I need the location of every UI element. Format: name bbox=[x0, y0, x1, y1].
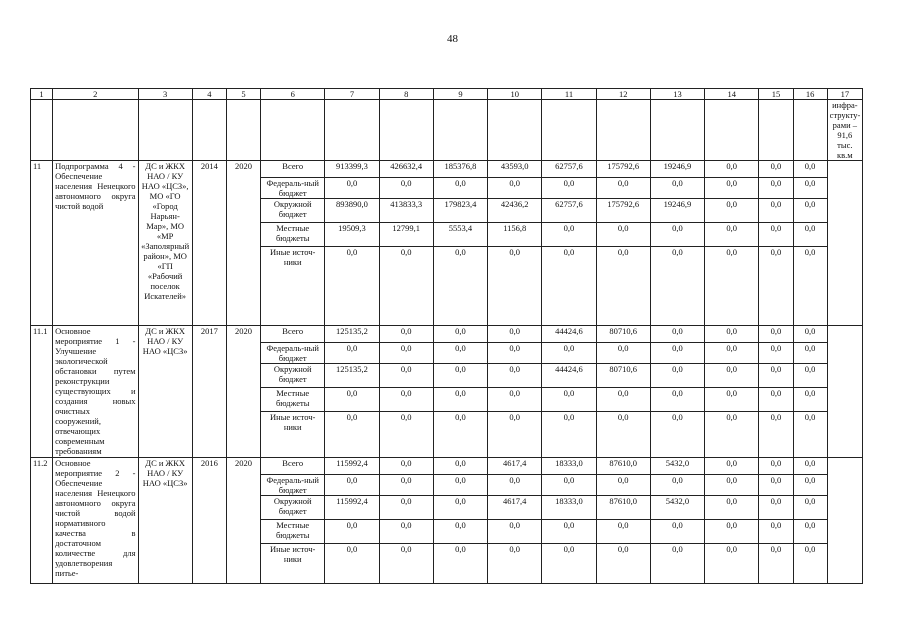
column-number: 7 bbox=[325, 89, 379, 100]
amount-cell: 0,0 bbox=[596, 412, 650, 458]
amount-cell: 0,0 bbox=[650, 520, 704, 544]
amount-cell: 0,0 bbox=[705, 247, 759, 326]
amount-cell: 0,0 bbox=[705, 326, 759, 343]
amount-cell: 0,0 bbox=[793, 199, 827, 223]
amount-cell: 0,0 bbox=[705, 496, 759, 520]
empty-cell bbox=[31, 100, 53, 161]
amount-cell: 44424,6 bbox=[542, 326, 596, 343]
amount-cell: 5432,0 bbox=[650, 496, 704, 520]
amount-cell: 426632,4 bbox=[379, 161, 433, 178]
program-name: Основное мероприятие 1 - Улучшение экологической обстановки путем реконструкции существующих и создания новых очистных сооружений, отвечающих современным требованиям bbox=[53, 326, 138, 458]
amount-cell: 175792,6 bbox=[596, 199, 650, 223]
funding-source: Местные бюджеты bbox=[261, 223, 325, 247]
amount-cell: 0,0 bbox=[379, 247, 433, 326]
amount-cell: 0,0 bbox=[379, 475, 433, 496]
empty-cell bbox=[138, 100, 192, 161]
item-number: 11.2 bbox=[31, 458, 53, 584]
amount-cell: 0,0 bbox=[793, 364, 827, 388]
amount-cell: 0,0 bbox=[650, 223, 704, 247]
empty-cell bbox=[379, 100, 433, 161]
column-number: 8 bbox=[379, 89, 433, 100]
table-row bbox=[31, 326, 863, 343]
amount-cell: 0,0 bbox=[542, 223, 596, 247]
amount-cell: 0,0 bbox=[793, 326, 827, 343]
amount-cell: 0,0 bbox=[542, 520, 596, 544]
table-row bbox=[31, 161, 863, 178]
amount-cell: 0,0 bbox=[433, 458, 487, 475]
amount-cell: 0,0 bbox=[759, 178, 793, 199]
amount-cell: 0,0 bbox=[596, 247, 650, 326]
start-year: 2017 bbox=[192, 326, 226, 458]
empty-cell bbox=[325, 100, 379, 161]
amount-cell: 0,0 bbox=[325, 520, 379, 544]
amount-cell: 0,0 bbox=[705, 364, 759, 388]
funding-source: Федераль-ный бюджет bbox=[261, 178, 325, 199]
empty-cell bbox=[650, 100, 704, 161]
amount-cell: 0,0 bbox=[379, 496, 433, 520]
amount-cell: 1156,8 bbox=[488, 223, 542, 247]
amount-cell: 0,0 bbox=[379, 544, 433, 584]
amount-cell: 0,0 bbox=[650, 343, 704, 364]
amount-cell: 18333,0 bbox=[542, 458, 596, 475]
column-number: 12 bbox=[596, 89, 650, 100]
table-row bbox=[31, 458, 863, 475]
amount-cell: 0,0 bbox=[433, 364, 487, 388]
amount-cell: 18333,0 bbox=[542, 496, 596, 520]
amount-cell: 0,0 bbox=[325, 178, 379, 199]
funding-source: Федераль-ный бюджет bbox=[261, 475, 325, 496]
amount-cell: 0,0 bbox=[705, 343, 759, 364]
amount-cell: 0,0 bbox=[793, 247, 827, 326]
column-number: 6 bbox=[261, 89, 325, 100]
amount-cell: 0,0 bbox=[650, 326, 704, 343]
amount-cell: 0,0 bbox=[650, 475, 704, 496]
amount-cell: 0,0 bbox=[325, 544, 379, 584]
amount-cell: 80710,6 bbox=[596, 326, 650, 343]
program-name: Подпрограмма 4 - Обеспечение населения Ненецкого автономного округа чистой водой bbox=[53, 161, 138, 326]
empty-cell bbox=[192, 100, 226, 161]
amount-cell: 0,0 bbox=[379, 412, 433, 458]
amount-cell: 0,0 bbox=[433, 343, 487, 364]
empty-cell bbox=[433, 100, 487, 161]
amount-cell: 0,0 bbox=[650, 247, 704, 326]
table-body bbox=[31, 89, 863, 584]
amount-cell: 80710,6 bbox=[596, 364, 650, 388]
amount-cell: 5553,4 bbox=[433, 223, 487, 247]
amount-cell: 19246,9 bbox=[650, 161, 704, 178]
end-year: 2020 bbox=[226, 161, 260, 326]
amount-cell: 0,0 bbox=[433, 412, 487, 458]
column-number: 16 bbox=[793, 89, 827, 100]
amount-cell: 0,0 bbox=[650, 544, 704, 584]
amount-cell: 0,0 bbox=[433, 475, 487, 496]
amount-cell: 893890,0 bbox=[325, 199, 379, 223]
amount-cell: 4617,4 bbox=[488, 496, 542, 520]
amount-cell: 0,0 bbox=[379, 343, 433, 364]
funding-source: Местные бюджеты bbox=[261, 520, 325, 544]
amount-cell: 179823,4 bbox=[433, 199, 487, 223]
empty-cell bbox=[261, 100, 325, 161]
amount-cell: 19246,9 bbox=[650, 199, 704, 223]
amount-cell: 0,0 bbox=[433, 178, 487, 199]
amount-cell: 0,0 bbox=[650, 412, 704, 458]
amount-cell: 913399,3 bbox=[325, 161, 379, 178]
amount-cell: 0,0 bbox=[793, 388, 827, 412]
amount-cell: 0,0 bbox=[488, 364, 542, 388]
funding-source: Окружной бюджет bbox=[261, 496, 325, 520]
indicator-cell bbox=[827, 161, 862, 326]
amount-cell: 0,0 bbox=[759, 475, 793, 496]
amount-cell: 42436,2 bbox=[488, 199, 542, 223]
start-year: 2014 bbox=[192, 161, 226, 326]
amount-cell: 115992,4 bbox=[325, 496, 379, 520]
amount-cell: 0,0 bbox=[705, 178, 759, 199]
amount-cell: 0,0 bbox=[759, 223, 793, 247]
amount-cell: 0,0 bbox=[596, 178, 650, 199]
amount-cell: 0,0 bbox=[433, 247, 487, 326]
amount-cell: 0,0 bbox=[793, 544, 827, 584]
executor: ДС и ЖКХ НАО / КУ НАО «ЦСЗ», МО «ГО «Город Нарьян-Мар», МО «МР «Заполярный район», МО «ГП «Рабочий поселок Искателей» bbox=[138, 161, 192, 326]
amount-cell: 0,0 bbox=[793, 223, 827, 247]
amount-cell: 0,0 bbox=[488, 343, 542, 364]
end-year: 2020 bbox=[226, 326, 260, 458]
amount-cell: 0,0 bbox=[596, 520, 650, 544]
amount-cell: 0,0 bbox=[759, 247, 793, 326]
amount-cell: 0,0 bbox=[542, 412, 596, 458]
amount-cell: 115992,4 bbox=[325, 458, 379, 475]
amount-cell: 0,0 bbox=[759, 458, 793, 475]
amount-cell: 0,0 bbox=[759, 544, 793, 584]
empty-cell bbox=[226, 100, 260, 161]
amount-cell: 0,0 bbox=[379, 388, 433, 412]
column-number: 13 bbox=[650, 89, 704, 100]
column-number: 2 bbox=[53, 89, 138, 100]
amount-cell: 0,0 bbox=[759, 199, 793, 223]
amount-cell: 0,0 bbox=[596, 223, 650, 247]
empty-cell bbox=[53, 100, 138, 161]
amount-cell: 43593,0 bbox=[488, 161, 542, 178]
carry-over-row bbox=[31, 100, 863, 161]
column-number: 5 bbox=[226, 89, 260, 100]
funding-source: Всего bbox=[261, 458, 325, 475]
end-year: 2020 bbox=[226, 458, 260, 584]
amount-cell: 0,0 bbox=[433, 520, 487, 544]
amount-cell: 62757,6 bbox=[542, 199, 596, 223]
amount-cell: 5432,0 bbox=[650, 458, 704, 475]
amount-cell: 4617,4 bbox=[488, 458, 542, 475]
amount-cell: 0,0 bbox=[379, 458, 433, 475]
funding-source: Окружной бюджет bbox=[261, 199, 325, 223]
funding-source: Окружной бюджет bbox=[261, 364, 325, 388]
amount-cell: 0,0 bbox=[542, 343, 596, 364]
amount-cell: 0,0 bbox=[705, 520, 759, 544]
amount-cell: 0,0 bbox=[650, 178, 704, 199]
amount-cell: 0,0 bbox=[325, 343, 379, 364]
empty-cell bbox=[488, 100, 542, 161]
amount-cell: 0,0 bbox=[793, 520, 827, 544]
amount-cell: 0,0 bbox=[379, 326, 433, 343]
amount-cell: 0,0 bbox=[759, 520, 793, 544]
amount-cell: 0,0 bbox=[542, 178, 596, 199]
column-number: 14 bbox=[705, 89, 759, 100]
amount-cell: 0,0 bbox=[379, 520, 433, 544]
amount-cell: 0,0 bbox=[542, 388, 596, 412]
amount-cell: 0,0 bbox=[705, 388, 759, 412]
amount-cell: 0,0 bbox=[759, 412, 793, 458]
executor: ДС и ЖКХ НАО / КУ НАО «ЦСЗ» bbox=[138, 326, 192, 458]
indicator-cell bbox=[827, 458, 862, 584]
indicator-text: инфра-структу-рами – 91,6 тыс. кв.м bbox=[827, 100, 862, 161]
amount-cell: 0,0 bbox=[759, 326, 793, 343]
amount-cell: 0,0 bbox=[793, 412, 827, 458]
amount-cell: 0,0 bbox=[379, 178, 433, 199]
column-number: 9 bbox=[433, 89, 487, 100]
amount-cell: 0,0 bbox=[705, 475, 759, 496]
column-number: 10 bbox=[488, 89, 542, 100]
amount-cell: 0,0 bbox=[488, 388, 542, 412]
amount-cell: 0,0 bbox=[488, 544, 542, 584]
page-number: 48 bbox=[447, 33, 458, 45]
amount-cell: 0,0 bbox=[488, 326, 542, 343]
amount-cell: 0,0 bbox=[705, 458, 759, 475]
amount-cell: 0,0 bbox=[596, 475, 650, 496]
amount-cell: 0,0 bbox=[488, 247, 542, 326]
amount-cell: 175792,6 bbox=[596, 161, 650, 178]
amount-cell: 0,0 bbox=[433, 388, 487, 412]
funding-source: Иные источ-ники bbox=[261, 544, 325, 584]
amount-cell: 44424,6 bbox=[542, 364, 596, 388]
amount-cell: 0,0 bbox=[793, 475, 827, 496]
column-number: 1 bbox=[31, 89, 53, 100]
amount-cell: 0,0 bbox=[325, 388, 379, 412]
item-number: 11 bbox=[31, 161, 53, 326]
amount-cell: 0,0 bbox=[759, 161, 793, 178]
amount-cell: 0,0 bbox=[542, 475, 596, 496]
amount-cell: 0,0 bbox=[596, 388, 650, 412]
column-number: 11 bbox=[542, 89, 596, 100]
amount-cell: 0,0 bbox=[650, 388, 704, 412]
amount-cell: 185376,8 bbox=[433, 161, 487, 178]
budget-table bbox=[30, 88, 863, 584]
amount-cell: 125135,2 bbox=[325, 364, 379, 388]
amount-cell: 0,0 bbox=[488, 520, 542, 544]
funding-source: Иные источ-ники bbox=[261, 247, 325, 326]
amount-cell: 87610,0 bbox=[596, 458, 650, 475]
amount-cell: 62757,6 bbox=[542, 161, 596, 178]
amount-cell: 0,0 bbox=[433, 496, 487, 520]
funding-source: Иные источ-ники bbox=[261, 412, 325, 458]
amount-cell: 0,0 bbox=[433, 544, 487, 584]
empty-cell bbox=[596, 100, 650, 161]
amount-cell: 0,0 bbox=[488, 475, 542, 496]
amount-cell: 0,0 bbox=[705, 544, 759, 584]
empty-cell bbox=[793, 100, 827, 161]
amount-cell: 0,0 bbox=[705, 161, 759, 178]
funding-source: Всего bbox=[261, 161, 325, 178]
amount-cell: 413833,3 bbox=[379, 199, 433, 223]
funding-source: Местные бюджеты bbox=[261, 388, 325, 412]
amount-cell: 0,0 bbox=[488, 412, 542, 458]
start-year: 2016 bbox=[192, 458, 226, 584]
amount-cell: 0,0 bbox=[793, 178, 827, 199]
amount-cell: 0,0 bbox=[325, 475, 379, 496]
amount-cell: 0,0 bbox=[325, 247, 379, 326]
amount-cell: 0,0 bbox=[488, 178, 542, 199]
amount-cell: 0,0 bbox=[793, 343, 827, 364]
amount-cell: 0,0 bbox=[379, 364, 433, 388]
amount-cell: 0,0 bbox=[759, 343, 793, 364]
amount-cell: 0,0 bbox=[759, 388, 793, 412]
amount-cell: 0,0 bbox=[325, 412, 379, 458]
amount-cell: 0,0 bbox=[705, 412, 759, 458]
amount-cell: 87610,0 bbox=[596, 496, 650, 520]
amount-cell: 0,0 bbox=[793, 496, 827, 520]
program-name: Основное мероприятие 2 - Обеспечение населения Ненецкого автономного округа чистой водой нормативного качества в достаточном количестве для удовлетворения питье- bbox=[53, 458, 138, 584]
amount-cell: 0,0 bbox=[793, 161, 827, 178]
amount-cell: 0,0 bbox=[705, 223, 759, 247]
amount-cell: 0,0 bbox=[596, 343, 650, 364]
funding-source: Всего bbox=[261, 326, 325, 343]
column-number: 4 bbox=[192, 89, 226, 100]
column-number: 17 bbox=[827, 89, 862, 100]
column-number: 15 bbox=[759, 89, 793, 100]
empty-cell bbox=[705, 100, 759, 161]
amount-cell: 125135,2 bbox=[325, 326, 379, 343]
amount-cell: 0,0 bbox=[705, 199, 759, 223]
amount-cell: 0,0 bbox=[433, 326, 487, 343]
amount-cell: 0,0 bbox=[542, 544, 596, 584]
amount-cell: 0,0 bbox=[650, 364, 704, 388]
amount-cell: 19509,3 bbox=[325, 223, 379, 247]
column-number-row bbox=[31, 89, 863, 100]
executor: ДС и ЖКХ НАО / КУ НАО «ЦСЗ» bbox=[138, 458, 192, 584]
empty-cell bbox=[542, 100, 596, 161]
amount-cell: 0,0 bbox=[759, 364, 793, 388]
item-number: 11.1 bbox=[31, 326, 53, 458]
amount-cell: 0,0 bbox=[759, 496, 793, 520]
column-number: 3 bbox=[138, 89, 192, 100]
funding-source: Федераль-ный бюджет bbox=[261, 343, 325, 364]
amount-cell: 0,0 bbox=[596, 544, 650, 584]
amount-cell: 12799,1 bbox=[379, 223, 433, 247]
empty-cell bbox=[759, 100, 793, 161]
amount-cell: 0,0 bbox=[793, 458, 827, 475]
amount-cell: 0,0 bbox=[542, 247, 596, 326]
indicator-cell bbox=[827, 326, 862, 458]
